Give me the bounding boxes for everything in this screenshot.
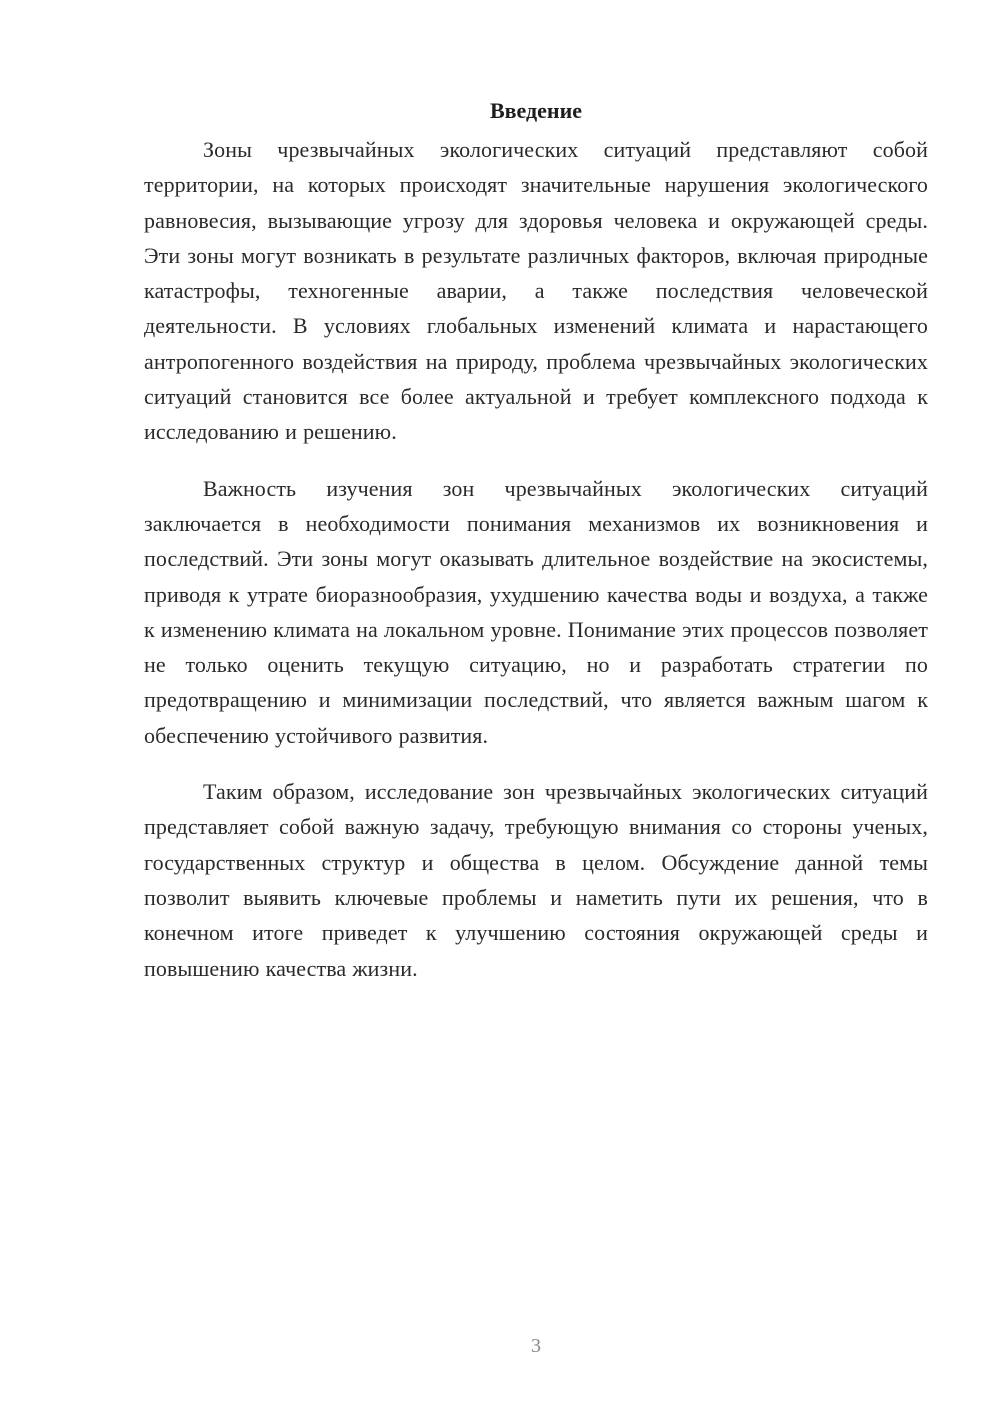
page-content [144, 96, 928, 1007]
paragraph-2: Важность изучения зон чрезвычайных экологических ситуаций заключается в необходимости понимания механизмов их возникновения и последствий. Эти зоны могут оказывать длительное воздействие на экосистемы, приводя к утрате биоразнообразия, ухудшению качества воды и воздуха, а также к изменению климата на локальном уровне. Понимание этих процессов позволяет не только оценить текущую ситуацию, но и разработать стратегии по предотвращению и минимизации последствий, что является важным шагом к обеспечению устойчивого развития. [144, 475, 928, 748]
page-number: 3 [531, 1335, 541, 1357]
paragraph-3: Таким образом, исследование зон чрезвычайных экологических ситуаций представляет собой важную задачу, требующую внимания со стороны ученых, государственных структур и общества в целом. Обсуждение данной темы позволит выявить ключевые проблемы и наметить пути их решения, что в конечном итоге приведет к улучшению состояния окружающей среды и повышению качества жизни. [144, 779, 928, 981]
paragraph-1: Зоны чрезвычайных экологических ситуаций представляют собой территории, на которых происходят значительные нарушения экологического равновесия, вызывающие угрозу для здоровья человека и окружающей среды. Эти зоны могут возникать в результате различных факторов, включая природные катастрофы, техногенные аварии, а также последствия человеческой деятельности. В условиях глобальных изменений климата и нарастающего антропогенного воздействия на природу, проблема чрезвычайных экологических ситуаций становится все более актуальной и требует комплексного подхода к исследованию и решению. [144, 137, 928, 445]
section-title: Введение [489, 98, 583, 123]
